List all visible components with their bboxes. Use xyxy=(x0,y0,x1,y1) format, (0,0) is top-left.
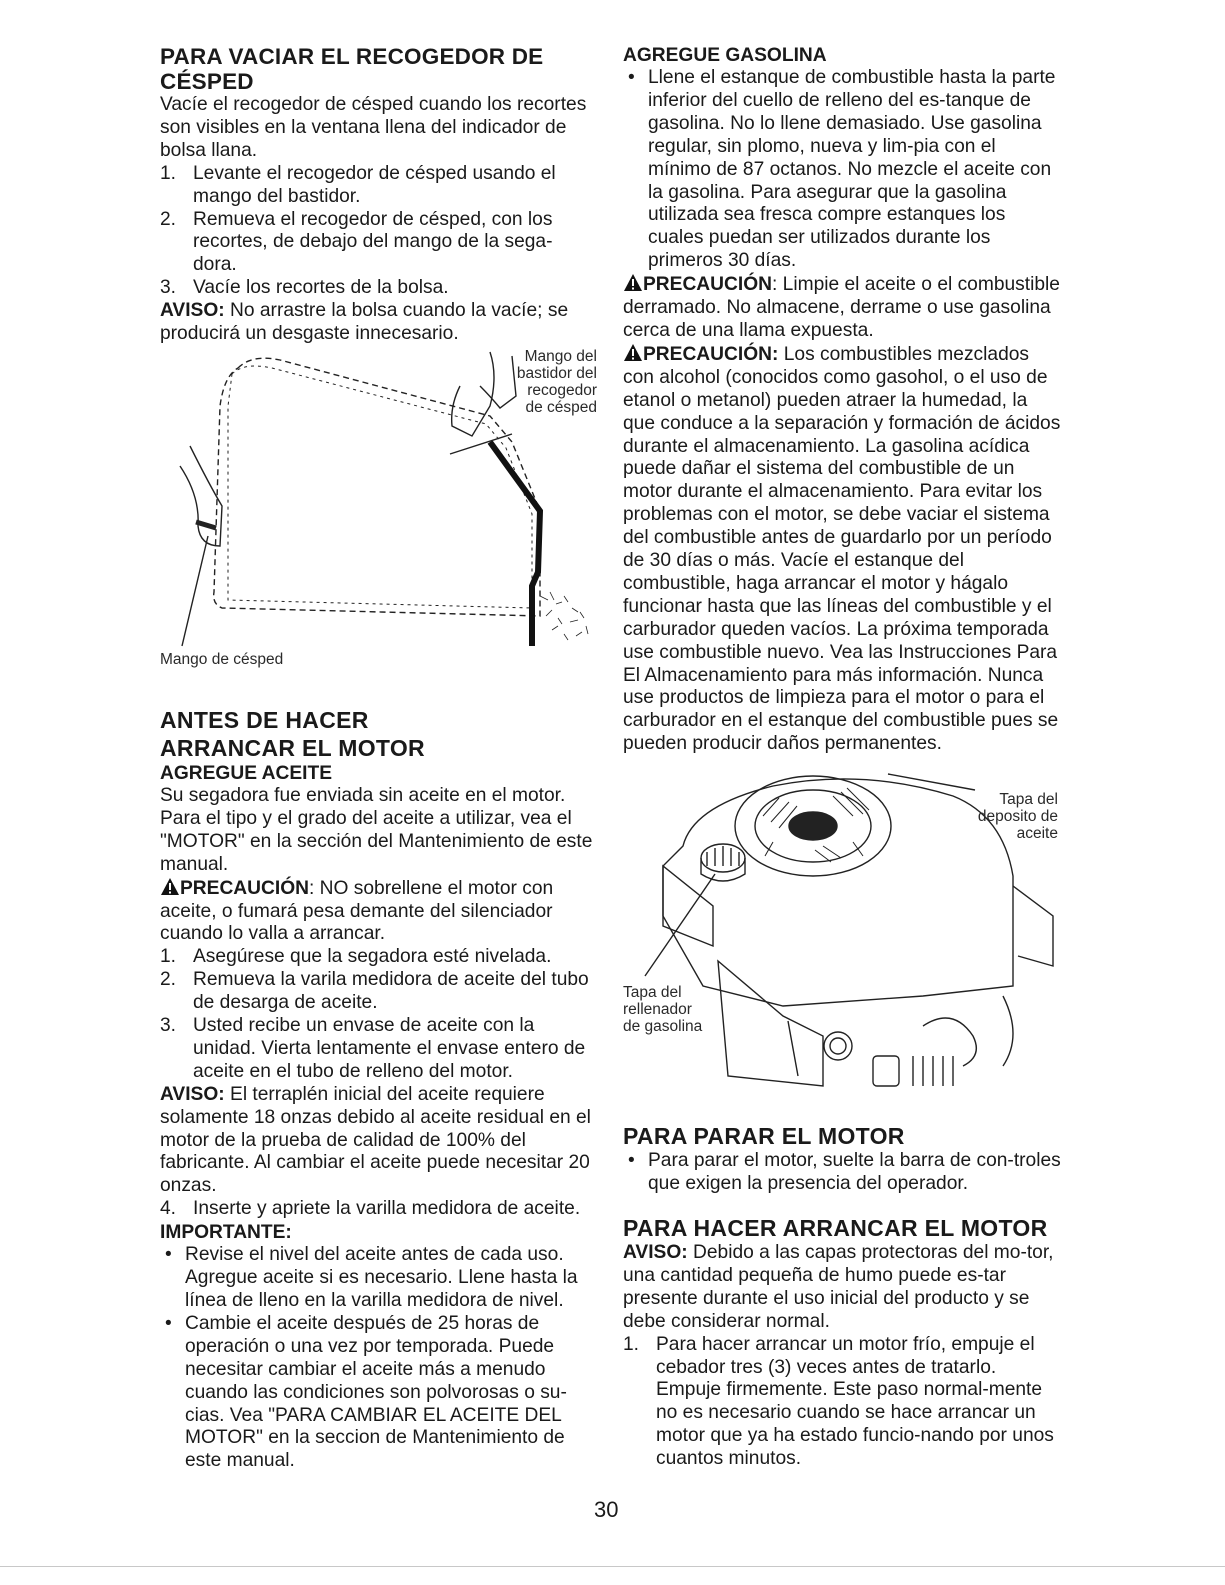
bottom-rule xyxy=(0,1566,1225,1567)
heading-antes-line2: ARRANCAR EL MOTOR xyxy=(160,734,425,761)
aceite-precaucion xyxy=(160,877,595,947)
vaciar-intro: Vacíe el recogedor de césped cuando los recortes son visibles en la ventana llena del indicador de bolsa llana. xyxy=(160,94,587,161)
heading-arrancar: PARA HACER ARRANCAR EL MOTOR xyxy=(623,1215,1048,1241)
grass-catcher-figure xyxy=(160,346,595,686)
vaciar-aviso xyxy=(160,300,595,346)
precaucion-text: Los combustibles mezclados con alcohol (conocidos como gasohol, o el uso de etanol o metanol) pueden atraer la humedad, la que conduce a la separación y formación de ácidos durante el almacenamiento. La gasolina acídica puede dañar el sistema del combustible de un motor durante el almacenamiento. Para evitar los problemas con el motor, se debe vaciar el sistema del combustible antes de guardarlo por un período de 30 días o más. Vacíe el estanque del combustible, haga arrancar el motor y hágalo funcionar hasta que las líneas del combustible y el carburador queden vacíos. La próxima temporada use combustible nuevo. Vea las Instrucciones Para El Almacenamiento para más información. Nunca use productos de limpieza para el motor o para el carburador en el estanque del combustible pues se pueden producir daños permanentes. xyxy=(623,343,1061,755)
heading-vaciar-line2: CÉSPED xyxy=(160,69,254,94)
step-text: Inserte y apriete la varilla medidora de aceite. xyxy=(193,1198,581,1220)
importante-label: IMPORTANTE: xyxy=(160,1222,292,1244)
label-frame-handle: Mango del bastidor del recogedor de césped xyxy=(516,347,597,416)
bullet-dot: • xyxy=(628,67,635,88)
page-number: 30 xyxy=(594,1497,619,1522)
step-number: 3. xyxy=(160,277,177,299)
step-number: 1. xyxy=(623,1333,640,1355)
importante-bullet-2 xyxy=(160,1313,595,1473)
step-text: Remueva la varila medidora de aceite del tubo de desarga de aceite. xyxy=(193,969,589,1014)
step-text: Remueva el recogedor de césped, con los recortes, de debajo del mango de la sega-dora. xyxy=(193,208,553,276)
step-number: 3. xyxy=(160,1015,177,1037)
step-number: 1. xyxy=(160,946,177,968)
aviso-text: No arrastre la bolsa cuando la vacíe; se producirá un desgaste innecesario. xyxy=(160,300,569,345)
aceite-step-2 xyxy=(160,969,595,1015)
step-text: Usted recibe un envase de aceite con la unidad. Vierta lentamente el envase entero de aceite en el tubo de relleno del motor. xyxy=(193,1015,586,1082)
step-number: 4. xyxy=(160,1198,177,1220)
parar-bullet xyxy=(623,1150,1063,1196)
bullet-text: Cambie el aceite después de 25 horas de operación o una vez por temporada. Puede necesitar cambiar el aceite más a menudo cuando las condiciones son polvorosas o su-cias. Vea "PARA CAMBIAR EL ACEITE DEL MOTOR" en la seccion de Mantenimiento de este manual. xyxy=(185,1312,567,1472)
step-number: 1. xyxy=(160,162,177,184)
aviso-label: AVISO: xyxy=(623,1242,688,1263)
bullet-text: Llene el estanque de combustible hasta la parte inferior del cuello de relleno del es-tanque de gasolina. No lo llene demasiado. Use gasolina regular, sin plomo, nueva y lim-pia con el mínimo de 87 octanos. No mezcle el aceite con la gasolina. Para asegurar que la gasolina utilizada sea fresca compre estanques los cuales puedan ser utilizados durante los primeros 30 días. xyxy=(648,67,1056,272)
heading-vaciar xyxy=(160,44,595,94)
bullet-dot: • xyxy=(165,1244,172,1266)
vaciar-step-2 xyxy=(160,209,595,278)
heading-antes-line1: ANTES DE HACER xyxy=(160,706,369,733)
step-text: Vacíe los recortes de la bolsa. xyxy=(193,277,449,299)
heading-agregue-aceite: AGREGUE ACEITE xyxy=(160,762,332,784)
aceite-step-3 xyxy=(160,1015,595,1084)
vaciar-step-3 xyxy=(160,277,595,300)
precaucion-text: : Limpie el aceite o el combustible derramado. No almacene, derrame o use gasolina cerca de una llama expuesta. xyxy=(623,274,1060,341)
step-text: Para hacer arrancar un motor frío, empuje el cebador tres (3) veces antes de tratarlo. Empuje firmemente. Este paso normal-mente no es necesario cuando se hace arrancar un motor que ya ha estado funcio-nando por unos cuantos minutos. xyxy=(656,1333,1054,1470)
label-fuel-cap: Tapa del rellenador de gasolina xyxy=(623,984,703,1036)
aviso-text: Debido a las capas protectoras del mo-tor, una cantidad pequeña de humo puede es-tar presente durante el uso inicial del producto y se debe considerar normal. xyxy=(623,1242,1054,1332)
step-text: Levante el recogedor de césped usando el mango del bastidor. xyxy=(193,162,556,207)
precaucion-label: PRECAUCIÓN xyxy=(180,877,309,899)
arrancar-aviso xyxy=(623,1242,1063,1334)
aviso-label: AVISO: xyxy=(160,300,225,322)
step-number: 2. xyxy=(160,969,177,991)
bullet-text: Para parar el motor, suelte la barra de con-troles que exigen la presencia del operador. xyxy=(648,1150,1061,1195)
aceite-step-4 xyxy=(160,1198,595,1221)
bullet-dot: • xyxy=(628,1150,635,1172)
label-oil-cap: Tapa del deposito de aceite xyxy=(977,791,1058,843)
step-text: Asegúrese que la segadora esté nivelada. xyxy=(193,946,552,968)
engine-figure xyxy=(623,756,1063,1114)
warning-icon xyxy=(623,343,643,362)
warning-icon xyxy=(623,273,643,292)
heading-vaciar-line1: PARA VACIAR EL RECOGEDOR DE xyxy=(160,44,544,69)
bullet-text: Revise el nivel del aceite antes de cada uso. Agregue aceite si es necesario. Llene hasta la línea de lleno en la varilla medidora de nivel. xyxy=(185,1244,578,1311)
arrancar-step-1 xyxy=(623,1334,1063,1471)
heading-parar: PARA PARAR EL MOTOR xyxy=(623,1123,905,1150)
aceite-intro: Su segadora fue enviada sin aceite en el motor. Para el tipo y el grado del aceite a utilizar, vea el "MOTOR" en la sección del Mantenimiento de este manual. xyxy=(160,784,593,875)
aviso-text: El terraplén inicial del aceite requiere solamente 18 onzas debido al aceite residual en el motor de la prueba de calidad de 100% del fabricante. Al cambiar el aceite puede necesitar 20 onzas. xyxy=(160,1083,591,1197)
aceite-step-1 xyxy=(160,946,595,969)
aviso-label: AVISO: xyxy=(160,1083,225,1105)
gasolina-precaucion-2 xyxy=(623,343,1063,756)
heading-antes xyxy=(160,706,595,762)
vaciar-step-1 xyxy=(160,163,595,209)
precaucion-text: : NO sobrellene el motor con aceite, o fumará pesa demante del silenciador cuando lo valla a arrancar. xyxy=(160,877,554,945)
heading-agregue-gasolina: AGREGUE GASOLINA xyxy=(623,45,827,66)
gasolina-precaucion-1 xyxy=(623,273,1063,343)
importante-bullet-1 xyxy=(160,1244,595,1313)
bullet-dot: • xyxy=(165,1312,172,1334)
gasolina-bullet xyxy=(623,67,1063,273)
aceite-aviso xyxy=(160,1084,595,1199)
right-column xyxy=(623,44,1063,1471)
warning-icon xyxy=(160,877,180,896)
label-grass-handle: Mango de césped xyxy=(160,650,284,668)
step-number: 2. xyxy=(160,208,177,230)
left-column xyxy=(160,44,595,1473)
precaucion-label: PRECAUCIÓN: xyxy=(643,343,779,365)
precaucion-label: PRECAUCIÓN xyxy=(643,274,772,296)
